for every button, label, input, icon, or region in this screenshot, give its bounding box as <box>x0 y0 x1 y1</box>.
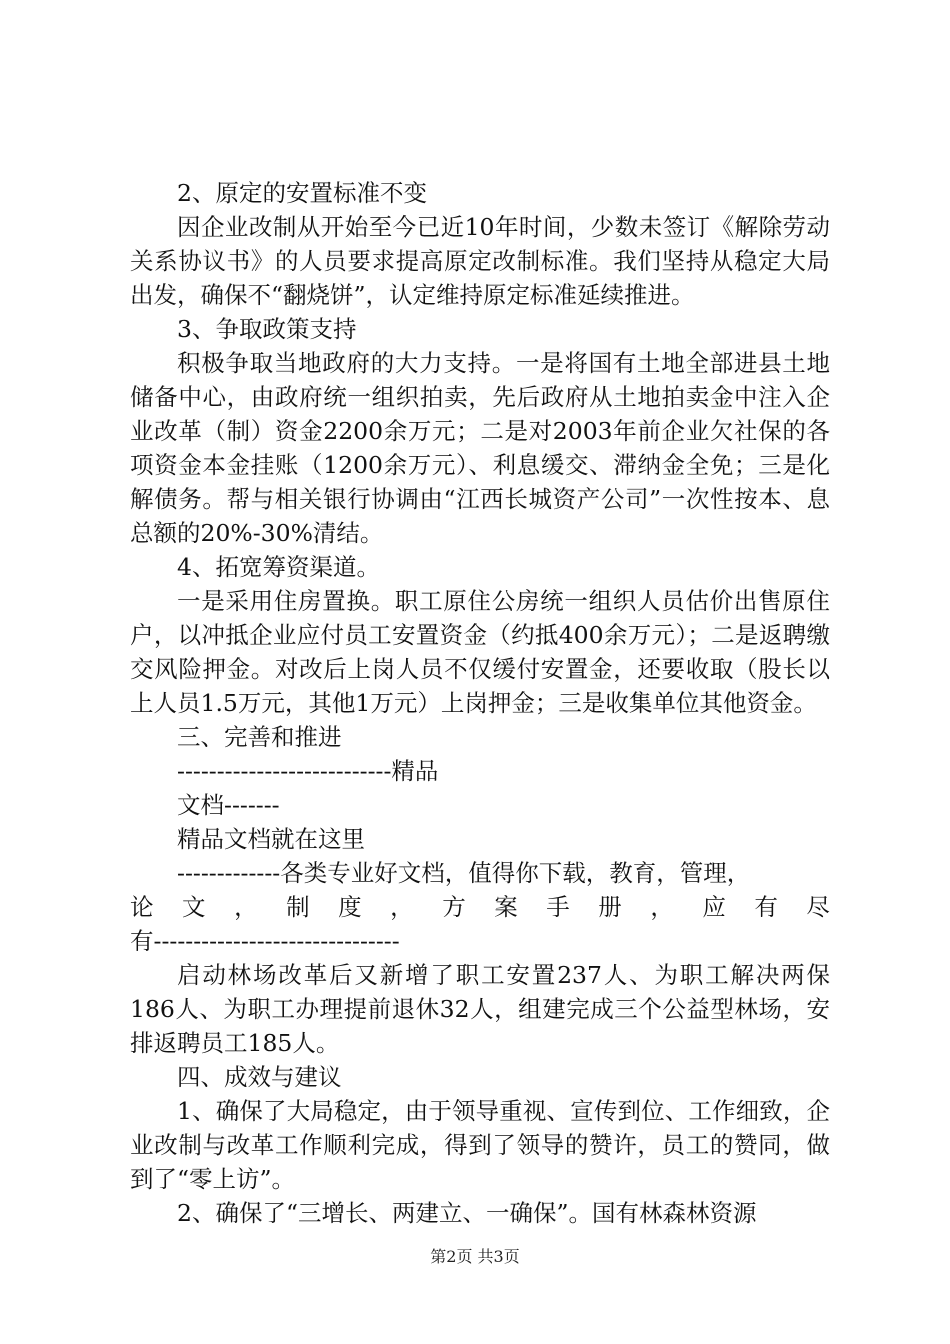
ad-line-1: ---------------------------精品 <box>177 757 439 785</box>
ad-token: 案 <box>494 893 518 921</box>
ad-token: 论 <box>130 893 154 921</box>
ad-token: ， <box>234 893 258 921</box>
section-heading: 3、争取政策支持 <box>177 315 357 343</box>
body-paragraph: 2、确保了“三增长、两建立、一确保”。国有林森林资源 <box>177 1199 757 1227</box>
body-paragraph: 一是采用住房置换。职工原住公房统一组织人员估价出售原住户，以冲抵企业应付员工安置资金（约抵400余万元）；二是返聘缴交风险押金。对改后上岗人员不仅缓付安置金，还要收取（股长以上人员1.5万元，其他1万元）上岗押金；三是收集单位其他资金。 <box>130 587 830 717</box>
body-paragraph: 启动林场改革后又新增了职工安置237人、为职工解决两保186人、为职工办理提前退休32人，组建完成三个公益型林场，安排返聘员工185人。 <box>130 961 830 1057</box>
body-paragraph: 因企业改制从开始至今已近10年时间，少数未签订《解除劳动关系协议书》的人员要求提高原定改制标准。我们坚持从稳定大局出发，确保不“翻烧饼”，认定维持原定标准延续推进。 <box>130 213 830 309</box>
ad-line-5 <box>130 890 830 924</box>
ad-token: 方 <box>442 893 466 921</box>
ad-token: 有 <box>754 893 778 921</box>
ad-block <box>130 754 830 958</box>
ad-token: ， <box>650 893 674 921</box>
section-heading: 四、成效与建议 <box>177 1063 342 1091</box>
body-paragraph: 1、确保了大局稳定，由于领导重视、宣传到位、工作细致，企业改制与改革工作顺利完成，得到了领导的赞许，员工的赞同，做到了“零上访”。 <box>130 1097 830 1193</box>
ad-line-2: 文档------- <box>177 791 280 819</box>
ad-token: 制 <box>286 893 310 921</box>
ad-token: 尽 <box>806 893 830 921</box>
ad-token: ， <box>390 893 414 921</box>
ad-line-4: -------------各类专业好文档，值得你下载，教育，管理， <box>177 859 751 887</box>
document-body <box>130 176 830 1230</box>
section-heading: 三、完善和推进 <box>177 723 342 751</box>
ad-token: 册 <box>598 893 622 921</box>
ad-line-3: 精品文档就在这里 <box>177 825 365 853</box>
ad-token: 文 <box>182 893 206 921</box>
ad-line-6: 有------------------------------- <box>130 927 400 955</box>
ad-token: 手 <box>546 893 570 921</box>
ad-token: 应 <box>702 893 726 921</box>
ad-token: 度 <box>338 893 362 921</box>
page-footer: 第2页 共3页 <box>430 1247 520 1266</box>
section-heading: 2、原定的安置标准不变 <box>177 179 427 207</box>
section-heading: 4、拓宽筹资渠道。 <box>177 553 380 581</box>
body-paragraph: 积极争取当地政府的大力支持。一是将国有土地全部进县土地储备中心，由政府统一组织拍卖，先后政府从土地拍卖金中注入企业改革（制）资金2200余万元；二是对2003年前企业欠社保的各项资金本金挂账（1200余万元）、利息缓交、滞纳金全免；三是化解债务。帮与相关银行协调由“江西长城资产公司”一次性按本、息总额的20%-30%清结。 <box>130 349 830 547</box>
